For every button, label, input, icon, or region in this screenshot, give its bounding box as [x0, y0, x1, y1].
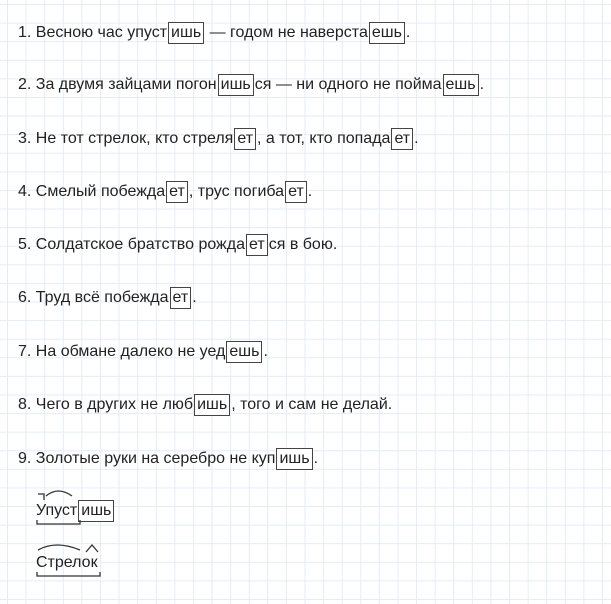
sentence-text: — годом не наверста [205, 24, 368, 41]
sentence-text: . [479, 76, 485, 93]
sentence [18, 340, 268, 364]
sentence-text: . [263, 343, 268, 360]
ending-box: ишь [78, 500, 114, 522]
ending-box: ет [234, 128, 256, 150]
sentence-number: 1. [18, 24, 32, 41]
sentence [18, 233, 337, 257]
sentence-number: 6. [18, 289, 32, 306]
sentence [18, 447, 318, 471]
ending-box: ешь [443, 74, 479, 96]
sentence-number: 9. [18, 450, 32, 467]
ending-box: ишь [168, 22, 204, 44]
sentence-number: 2. [18, 76, 32, 93]
morpheme-marks-icon [36, 554, 136, 604]
sentence-text: . [414, 130, 419, 147]
sentence-text: За двумя зайцами погон [35, 76, 217, 93]
sentence-text: ся в бою. [268, 236, 338, 253]
sentence-text: . [307, 183, 313, 200]
ending-box: ет [285, 181, 307, 203]
sentence-text: . [313, 450, 319, 467]
ending-box: ет [170, 287, 192, 309]
morpheme-analysis-upustish [36, 500, 115, 522]
word-stem: Упуст [36, 502, 78, 519]
sentence-text: Смелый побежда [35, 183, 166, 200]
sentence [18, 180, 312, 204]
sentence [18, 21, 410, 45]
sentence-number: 5. [18, 236, 32, 253]
ending-box: ешь [369, 22, 405, 44]
sentence-text: , трус погиба [188, 183, 285, 200]
sentence-text: Солдатское братство рожда [35, 236, 245, 253]
sentence-text: Не тот стрелок, кто стреля [35, 130, 234, 147]
sentence-text: , а тот, кто попада [257, 130, 391, 147]
sentence [18, 73, 484, 97]
sentence-text: На обмане далеко не уед [35, 343, 226, 360]
sentence-text: ся — ни одного не пойма [254, 76, 442, 93]
sentence-text: . [192, 289, 197, 306]
sentence-text: , того и сам не делай. [231, 396, 393, 413]
ending-box: ишь [276, 448, 312, 470]
sentence-text: Чего в других не люб [35, 396, 194, 413]
sentence [18, 127, 419, 151]
sentence-text: Труд всё побежда [35, 289, 169, 306]
ending-box: ишь [218, 74, 254, 96]
morpheme-marks-icon [36, 500, 136, 550]
ending-box: ишь [194, 394, 230, 416]
sentence-text: Весною час упуст [35, 24, 168, 41]
sentence [18, 393, 392, 417]
sentence-text: . [405, 24, 411, 41]
ending-box: ешь [226, 341, 262, 363]
sentence-text: Золотые руки на серебро не куп [35, 450, 276, 467]
sentence-number: 7. [18, 343, 32, 360]
sentence-number: 4. [18, 183, 32, 200]
ending-box: ет [246, 234, 268, 256]
sentence-number: 8. [18, 396, 32, 413]
ending-box: ет [166, 181, 188, 203]
morpheme-analysis-strelok [36, 554, 98, 572]
word: Стрелок [36, 554, 98, 571]
sentence-number: 3. [18, 130, 32, 147]
ending-box: ет [391, 128, 413, 150]
sentence [18, 286, 197, 310]
